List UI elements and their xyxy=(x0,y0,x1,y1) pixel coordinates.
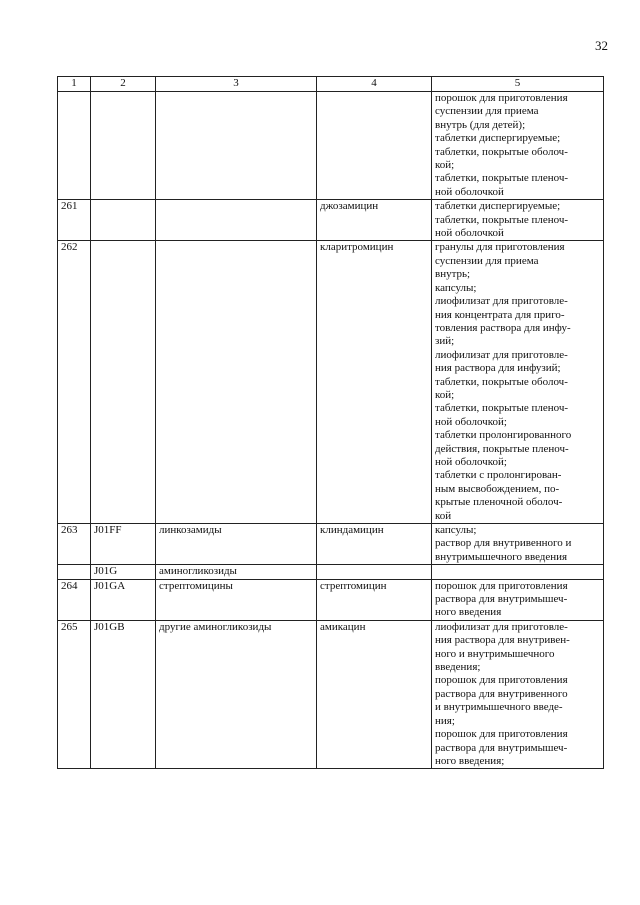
row-number xyxy=(58,565,91,579)
dosage-form-line: таблетки, покрытые пленоч- xyxy=(435,402,569,415)
dosage-form-line: раствора для внутримышеч- xyxy=(435,593,568,606)
dosage-form-line: порошок для приготовления xyxy=(435,92,568,104)
dosage-form-line: раствора для внутривенного xyxy=(435,687,568,700)
dosage-form-line: гранулы для приготовления xyxy=(435,241,565,254)
pharmacological-group xyxy=(156,200,317,241)
drug-name: амикацин xyxy=(317,620,432,768)
dosage-form-line: таблетки с пролонгирован- xyxy=(435,469,562,482)
dosage-form-line: действия, покрытые пленоч- xyxy=(435,442,569,455)
dosage-form-line: введения; xyxy=(435,661,481,674)
dosage-form-line: порошок для приготовления xyxy=(435,579,568,592)
table-row xyxy=(58,565,604,579)
dosage-form-line: кой; xyxy=(435,159,455,172)
header-col-5: 5 xyxy=(432,77,604,92)
header-col-4: 4 xyxy=(317,77,432,92)
table-row xyxy=(58,579,604,620)
dosage-form-line: таблетки, покрытые оболоч- xyxy=(435,145,568,158)
dosage-form-line: ной оболочкой; xyxy=(435,455,507,468)
dosage-form-line: таблетки, покрытые оболоч- xyxy=(435,375,568,388)
row-number: 265 xyxy=(58,620,91,768)
atc-code: J01GB xyxy=(91,620,156,768)
pharmacological-group: стрептомицины xyxy=(156,579,317,620)
dosage-forms xyxy=(432,524,604,565)
dosage-form-line: капсулы; xyxy=(435,524,477,536)
dosage-form-line: ния раствора для внутривен- xyxy=(435,634,570,647)
dosage-form-line: ния; xyxy=(435,714,455,727)
header-row xyxy=(58,77,604,92)
dosage-form-line: кой; xyxy=(435,388,455,401)
dosage-form-line: порошок для приготовления xyxy=(435,674,568,687)
atc-code: J01FF xyxy=(91,524,156,565)
table-body xyxy=(58,92,604,769)
pharmacological-group: другие аминогликозиды xyxy=(156,620,317,768)
atc-code: J01G xyxy=(91,565,156,579)
dosage-form-line: таблетки диспергируемые; xyxy=(435,200,561,213)
dosage-forms xyxy=(432,200,604,241)
dosage-form-line: таблетки, покрытые пленоч- xyxy=(435,172,569,185)
dosage-form-line: капсулы; xyxy=(435,281,477,294)
drug-name: клиндамицин xyxy=(317,524,432,565)
drug-name: кларитромицин xyxy=(317,241,432,524)
atc-code: J01GA xyxy=(91,579,156,620)
dosage-form-line: кой xyxy=(435,509,452,522)
dosage-forms xyxy=(432,579,604,620)
dosage-form-line: таблетки, покрытые пленоч- xyxy=(435,213,569,226)
dosage-form-line: товления раствора для инфу- xyxy=(435,321,571,334)
table-row xyxy=(58,241,604,524)
table-row xyxy=(58,200,604,241)
dosage-form-line: суспензии для приема xyxy=(435,105,539,118)
pharmacological-group xyxy=(156,92,317,200)
drug-name xyxy=(317,92,432,200)
dosage-form-line: внутримышечного введения xyxy=(435,550,568,563)
row-number xyxy=(58,92,91,200)
row-number: 263 xyxy=(58,524,91,565)
pharmacological-group xyxy=(156,241,317,524)
table-row xyxy=(58,620,604,768)
header-col-2: 2 xyxy=(91,77,156,92)
dosage-form-line: внутрь; xyxy=(435,268,471,281)
dosage-form-line: внутрь (для детей); xyxy=(435,118,526,131)
dosage-form-line: лиофилизат для приготовле- xyxy=(435,348,568,361)
atc-code xyxy=(91,92,156,200)
dosage-forms xyxy=(432,565,604,579)
dosage-form-line: таблетки диспергируемые; xyxy=(435,132,561,145)
dosage-form-line: зий; xyxy=(435,335,455,348)
dosage-form-line: ной оболочкой; xyxy=(435,415,507,428)
dosage-form-line: крытые пленочной оболоч- xyxy=(435,496,563,509)
dosage-form-line: и внутримышечного введе- xyxy=(435,701,563,714)
dosage-forms xyxy=(432,620,604,768)
dosage-forms xyxy=(432,241,604,524)
page-number: 32 xyxy=(595,38,608,53)
dosage-forms xyxy=(432,92,604,200)
dosage-form-line: ного введения; xyxy=(435,754,505,767)
pharmacological-group: линкозамиды xyxy=(156,524,317,565)
dosage-form-line: лиофилизат для приготовле- xyxy=(435,620,568,633)
atc-code xyxy=(91,200,156,241)
row-number: 262 xyxy=(58,241,91,524)
pharmacological-group: аминогликозиды xyxy=(156,565,317,579)
dosage-form-line: лиофилизат для приготовле- xyxy=(435,295,568,308)
header-col-1: 1 xyxy=(58,77,91,92)
header-col-3: 3 xyxy=(156,77,317,92)
row-number: 264 xyxy=(58,579,91,620)
dosage-form-line: ния концентрата для приго- xyxy=(435,308,565,321)
drug-name xyxy=(317,565,432,579)
dosage-form-line: порошок для приготовления xyxy=(435,728,568,741)
dosage-form-line: раствор для внутривенного и xyxy=(435,537,572,550)
row-number: 261 xyxy=(58,200,91,241)
medicines-table xyxy=(57,76,604,769)
drug-name: стрептомицин xyxy=(317,579,432,620)
dosage-form-line: ным высвобождением, по- xyxy=(435,482,560,495)
table-row xyxy=(58,92,604,200)
dosage-form-line: ного и внутримышечного xyxy=(435,647,555,660)
dosage-form-line: ной оболочкой xyxy=(435,185,504,198)
atc-code xyxy=(91,241,156,524)
drug-name: джозамицин xyxy=(317,200,432,241)
dosage-form-line: таблетки пролонгированного xyxy=(435,429,572,442)
dosage-form-line: раствора для внутримышеч- xyxy=(435,741,568,754)
dosage-form-line: ния раствора для инфузий; xyxy=(435,362,561,375)
dosage-form-line: ного введения xyxy=(435,606,502,619)
dosage-form-line: ной оболочкой xyxy=(435,227,504,240)
table-row xyxy=(58,524,604,565)
dosage-form-line: суспензии для приема xyxy=(435,254,539,267)
